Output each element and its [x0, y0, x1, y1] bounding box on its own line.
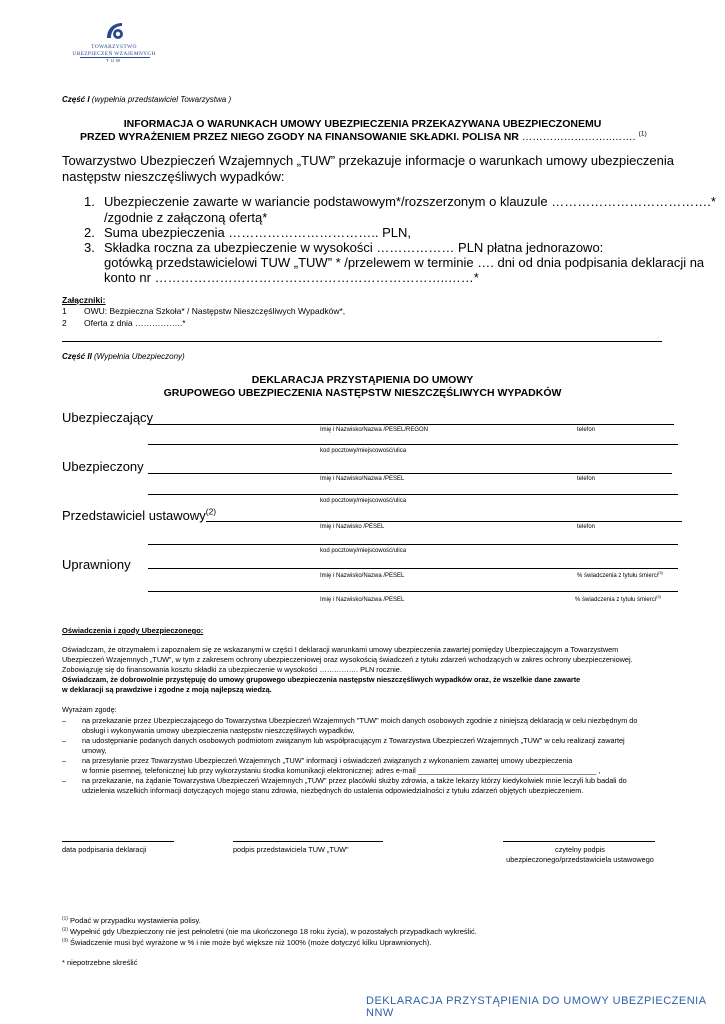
item2-number: 2.: [84, 225, 95, 240]
consent-dash: –: [62, 736, 67, 745]
policyholder-phone-caption: telefon: [577, 427, 596, 433]
beneficiary-2-share-footnote-ref: (3): [656, 594, 661, 599]
item1-text-a: Ubezpieczenie zawarte w wariancie podstawowym*/rozszerzonym o klauzule ……………………………….*: [104, 194, 716, 209]
consent-1-line-2: obsługi i wykonywania umowy ubezpieczenia następstw nieszczęśliwych wypadków,: [82, 726, 355, 735]
consent-item-2: [62, 736, 682, 756]
beneficiary-1-caption: Imię i Nazwisko/Nazwa /PESEL: [320, 573, 405, 579]
policyholder-address-caption: kod pocztowy/miejscowość/ulica: [320, 448, 407, 454]
part1-heading-2: [80, 131, 647, 143]
insured-signature-caption: [490, 845, 670, 865]
consent-2-line-2: umowy,: [82, 746, 107, 755]
statement-1-line-1: Oświadczam, że otrzymałem i zapoznałem się ze wskazanymi w części I deklaracji warunkami umowy ubezpieczenia zawartej pomiędzy Ubezpieczającym a Towarzystwem: [62, 645, 619, 654]
beneficiary-2-field[interactable]: [148, 591, 678, 592]
part2-heading-1: DEKLARACJA PRZYSTĄPIENIA DO UMOWY: [251, 374, 474, 386]
policy-footnote-ref: (1): [638, 130, 647, 138]
part2-label: [62, 352, 185, 361]
insured-signature-caption-2: ubezpieczonego/przedstawiciela ustawowego: [506, 855, 654, 864]
consent-dash: –: [62, 716, 67, 725]
item3-text-c: konto nr …………………………………………………………..……*: [104, 270, 479, 285]
footnote-1-text: Podać w przypadku wystawienia polisy.: [67, 916, 201, 925]
consent-3-line-2[interactable]: w formie pisemnej, telefonicznej lub przy wykorzystaniu środka komunikacji elektronicznej: adres e-mail ____________________________________________ ,: [82, 766, 601, 775]
statements-block: [62, 645, 682, 695]
consent-item-1: [62, 716, 682, 736]
beneficiary-2-caption: Imię i Nazwisko/Nazwa /PESEL: [320, 597, 405, 603]
legal-representative-footnote-ref: (2): [205, 506, 217, 517]
part1-heading-2-text: PRZED WYRAŻENIEM PRZEZ NIEGO ZGODY NA FINANSOWANIE SKŁADKI. POLISA NR: [80, 131, 519, 143]
legal-representative-label: [62, 508, 216, 523]
statement-2-line-1: Oświadczam, że dobrowolnie przystępuję do umowy grupowego ubezpieczenia następstw nieszczęśliwych wypadków oraz, że wszelkie dane zawarte: [62, 675, 581, 684]
section-divider: [62, 341, 662, 342]
logo-text: [64, 44, 164, 58]
intro-line-2: następstw nieszczęśliwych wypadków:: [62, 169, 285, 184]
policy-number-dots: ……………………..…….: [518, 131, 636, 143]
footnote-1-mark: (1): [62, 916, 68, 922]
consent-item-3: [62, 756, 682, 776]
logo-line-2: UBEZPIECZEŃ WZAJEMNYCH: [72, 51, 156, 57]
statement-1-line-2: Ubezpieczeń Wzajemnych „TUW”, w tym z zakresem ochrony ubezpieczeniowej oraz wysokością świadczeń z tytułu zdarzeń wchodzących w zakres ochrony ubezpieczeniowej.: [62, 655, 633, 664]
consent-item-4: [62, 776, 682, 796]
consent-dash: –: [62, 776, 67, 785]
attachments-title: Załączniki:: [62, 295, 106, 305]
attachment-1-number: 1: [62, 306, 67, 316]
footer-title: DEKLARACJA PRZYSTĄPIENIA DO UMOWY UBEZPIECZENIA NNW: [366, 995, 706, 1019]
insured-signature-caption-1: czytelny podpis: [555, 845, 605, 854]
legal-representative-name-field[interactable]: [206, 521, 682, 522]
attachment-2-number: 2: [62, 318, 67, 328]
insured-address-field[interactable]: [148, 494, 678, 495]
insured-signature-line[interactable]: [503, 841, 655, 842]
beneficiary-label: Uprawniony: [62, 557, 131, 572]
item1-text-b: /zgodnie z załączoną ofertą*: [104, 210, 268, 225]
insured-label: Ubezpieczony: [62, 459, 144, 474]
footnote-strike-note: * niepotrzebne skreślić: [62, 958, 138, 967]
footnote-3-mark: (3): [62, 938, 68, 944]
date-signature-caption: data podpisania deklaracji: [62, 845, 147, 854]
beneficiary-1-share-caption: [577, 570, 663, 579]
attachment-1: OWU: Bezpieczna Szkoła* / Następstw Nieszczęśliwych Wypadków*,: [84, 306, 346, 316]
insured-address-caption: kod pocztowy/miejscowość/ulica: [320, 498, 407, 504]
footnote-2: [62, 926, 477, 937]
consent-1-line-1: na przekazanie przez Ubezpieczającego do Towarzystwa Ubezpieczeń Wzajemnych "TUW" moich danych osobowych zgodnie z niniejszą deklaracją w celu niezbędnym do: [82, 716, 638, 725]
company-logo-icon: [104, 20, 126, 42]
consent-4-line-1: na przekazanie, na żądanie Towarzystwa Ubezpieczeń Wzajemnych „TUW" przez placówki służby zdrowia, a także lekarzy którzy kiedykolwiek mnie leczyli lub badali do: [82, 776, 627, 785]
insured-name-field[interactable]: [148, 473, 672, 474]
footnote-3: [62, 937, 477, 948]
item3-text-b: gotówką przedstawicielowi TUW „TUW” * /przelewem w terminie …. dni od dnia podpisania deklaracji na: [104, 255, 705, 270]
logo-tuw: TUW: [105, 58, 123, 63]
agent-signature-line[interactable]: [233, 841, 383, 842]
consent-4-line-2: udzielenia wszelkich informacji dotyczących mojego stanu zdrowia, niezbędnych do ustalenia odpowiedzialności z tytułu zdarzeń objętych ubezpieczeniem.: [82, 786, 584, 795]
attachment-2: Oferta z dnia ……………..*: [84, 318, 186, 328]
legal-representative-address-field[interactable]: [148, 544, 678, 545]
statements-title: Oświadczenia i zgody Ubezpieczonego:: [62, 626, 204, 635]
footnote-2-mark: (2): [62, 927, 68, 933]
part1-note: (wypełnia przedstawiciel Towarzystwa ): [89, 95, 232, 104]
legal-representative-text: Przedstawiciel ustawowy: [62, 508, 206, 523]
policyholder-name-field[interactable]: [148, 424, 674, 425]
insured-name-caption: Imię i Nazwisko/Nazwa /PESEL: [320, 476, 405, 482]
part2-heading-2: GRUPOWEGO UBEZPIECZENIA NASTĘPSTW NIESZCZĘŚLIWYCH WYPADKÓW: [163, 387, 562, 399]
consent-list: [62, 716, 682, 796]
policyholder-name-caption: Imię i Nazwisko/Nazwa /PESEL/REGON: [320, 427, 429, 433]
statement-2-line-2: w deklaracji są prawdziwe i zgodne z moją najlepszą wiedzą.: [62, 685, 272, 694]
footnote-1: [62, 915, 477, 926]
part2-note: (Wypełnia Ubezpieczony): [91, 352, 185, 361]
part2-title: Część II: [62, 352, 92, 361]
policyholder-label: Ubezpieczający: [62, 410, 154, 425]
footnote-2-text: Wypełnić gdy Ubezpieczony nie jest pełnoletni (nie ma ukończonego 18 roku życia), w pozostałych przypadkach wykreślić.: [67, 927, 477, 936]
legal-representative-address-caption: kod pocztowy/miejscowość/ulica: [320, 548, 407, 554]
date-signature-line[interactable]: [62, 841, 174, 842]
legal-representative-phone-caption: telefon: [577, 524, 596, 530]
consent-2-line-1: na udostępnianie podanych danych osobowych podmiotom związanym lub współpracującym z Towarzystwa Ubezpieczeń Wzajemnych „TUW" w celu realizacji zawartej: [82, 736, 625, 745]
beneficiary-1-share-footnote-ref: (3): [658, 570, 663, 575]
intro-line-1: Towarzystwo Ubezpieczeń Wzajemnych „TUW” przekazuje informacje o warunkach umowy ubezpieczenia: [62, 153, 674, 168]
footnotes: [62, 915, 477, 948]
beneficiary-1-share-text: % świadczenia z tytułu śmierci: [577, 573, 659, 579]
item3-number: 3.: [84, 240, 95, 255]
consent-title: Wyrażam zgodę:: [62, 705, 117, 714]
insured-phone-caption: telefon: [577, 476, 596, 482]
consent-dash: –: [62, 756, 67, 765]
legal-representative-name-caption: Imię i Nazwisko /PESEL: [320, 524, 385, 530]
item2-text: Suma ubezpieczenia …………………………….. PLN,: [104, 225, 412, 240]
statement-1-line-3: Zobowiązuję się do finansowania kosztu składki za ubezpieczenie w wysokości ……………. PLN rocznie.: [62, 665, 402, 674]
part1-title: Część I: [62, 95, 90, 104]
item3-text-a: Składka roczna za ubezpieczenie w wysokości ……………… PLN płatna jednorazowo:: [104, 240, 604, 255]
beneficiary-2-share-text: % świadczenia z tytułu śmierci: [575, 597, 657, 603]
item1-number: 1.: [84, 194, 95, 209]
footnote-3-text: Świadczenie musi być wyrażone w % i nie może być większe niż 100% (może dotyczyć kilku Uprawnionych).: [67, 938, 432, 947]
beneficiary-1-field[interactable]: [148, 568, 678, 569]
part1-heading-1: INFORMACJA O WARUNKACH UMOWY UBEZPIECZENIA PRZEKAZYWANA UBEZPIECZONEMU: [123, 118, 602, 130]
consent-3-line-1: na przesyłanie przez Towarzystwo Ubezpieczeń Wzajemnych „TUW" informacji i oświadczeń związanych z wykonaniem zawartej umowy ubezpieczenia: [82, 756, 573, 765]
part1-label: [62, 95, 231, 104]
logo-line-1: TOWARZYSTWO: [91, 44, 137, 50]
beneficiary-2-share-caption: [575, 594, 661, 603]
policyholder-address-field[interactable]: [148, 444, 678, 445]
agent-signature-caption: podpis przedstawiciela TUW „TUW": [233, 845, 349, 854]
